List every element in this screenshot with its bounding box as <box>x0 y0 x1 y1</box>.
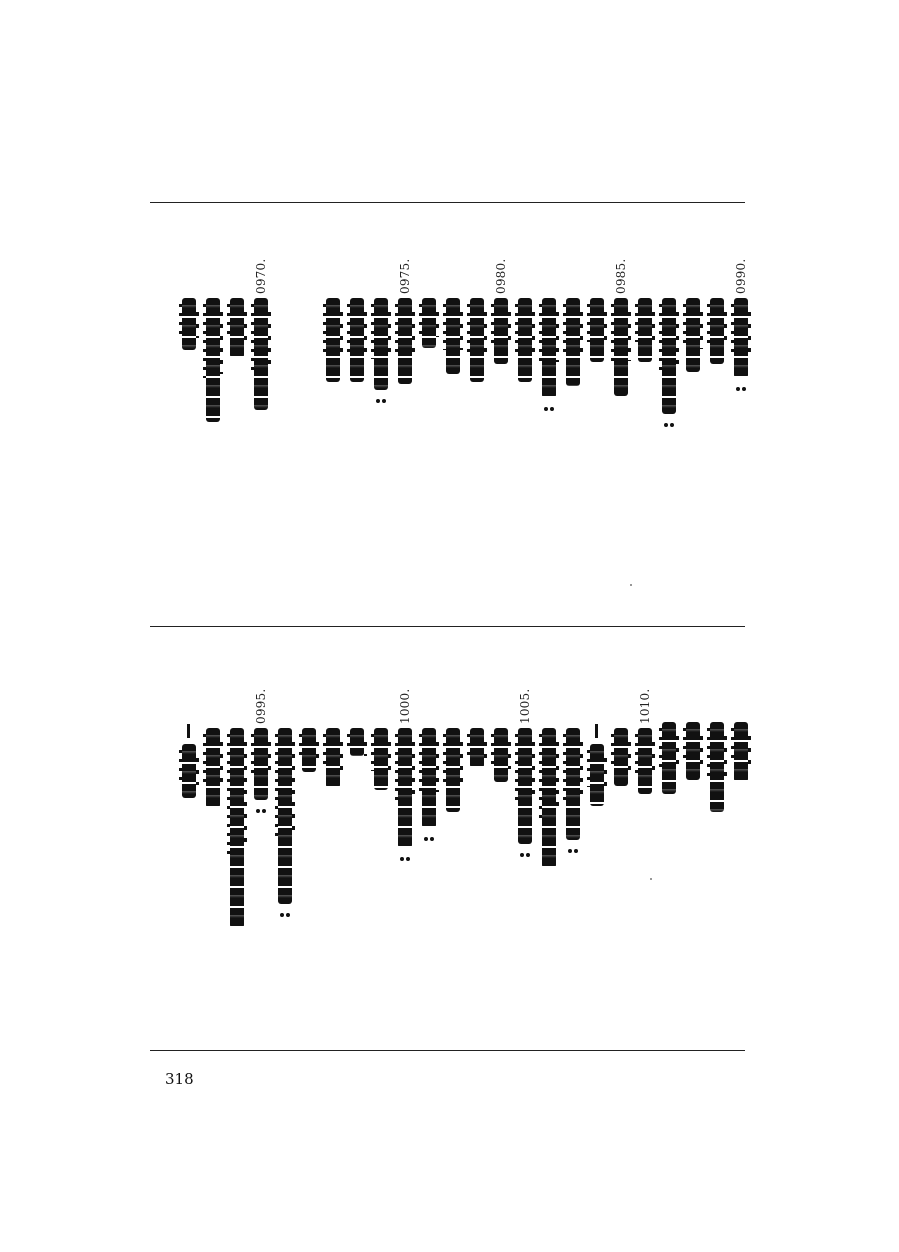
punctuation-mark <box>520 848 530 862</box>
mongolian-script-text <box>590 744 604 806</box>
mongolian-script-text <box>206 728 220 808</box>
punctuation-mark <box>280 908 290 922</box>
em-dash <box>595 724 598 738</box>
line-number: 1000. <box>398 688 412 724</box>
mongolian-script-text <box>662 722 676 794</box>
lower-verse-panel <box>150 666 745 966</box>
line-number: 1005. <box>518 688 532 724</box>
print-speck <box>630 584 632 586</box>
mongolian-script-text <box>254 728 268 800</box>
mongolian-script-text <box>470 728 484 768</box>
mongolian-script-text <box>734 722 748 782</box>
line-number: 0980. <box>494 258 508 294</box>
mongolian-script-text <box>638 728 652 794</box>
mongolian-script-text <box>614 728 628 786</box>
mongolian-script-text <box>566 728 580 840</box>
punctuation-mark <box>424 832 434 846</box>
mongolian-script-text <box>374 728 388 790</box>
top-rule <box>150 202 745 203</box>
line-number: 0970. <box>254 258 268 294</box>
mongolian-script-text <box>254 298 268 410</box>
middle-rule <box>150 626 745 627</box>
punctuation-mark <box>568 844 578 858</box>
mongolian-script-text <box>278 728 292 904</box>
line-number: 0995. <box>254 688 268 724</box>
punctuation-mark <box>400 852 410 866</box>
mongolian-script-text <box>518 728 532 844</box>
upper-verse-panel-left <box>150 236 745 436</box>
mongolian-script-text <box>494 728 508 782</box>
mongolian-script-text <box>350 728 364 756</box>
mongolian-script-text <box>326 728 340 788</box>
bottom-rule <box>150 1050 745 1051</box>
mongolian-script-text <box>422 728 436 828</box>
punctuation-mark <box>256 804 266 818</box>
page-number: 318 <box>165 1070 194 1088</box>
em-dash <box>187 724 190 738</box>
mongolian-script-text <box>206 298 220 422</box>
mongolian-script-text <box>446 728 460 812</box>
line-number: 0985. <box>614 258 628 294</box>
mongolian-script-text <box>182 298 196 350</box>
mongolian-script-text <box>398 728 412 848</box>
mongolian-script-text <box>182 744 196 798</box>
line-number: 1010. <box>638 688 652 724</box>
line-number: 0975. <box>398 258 412 294</box>
mongolian-script-text <box>302 728 316 772</box>
mongolian-script-text <box>686 722 700 780</box>
mongolian-script-text <box>230 728 244 928</box>
mongolian-script-text <box>710 722 724 812</box>
mongolian-script-text <box>230 298 244 358</box>
line-number: 0990. <box>734 258 748 294</box>
mongolian-script-text <box>542 728 556 868</box>
print-speck <box>650 878 652 880</box>
